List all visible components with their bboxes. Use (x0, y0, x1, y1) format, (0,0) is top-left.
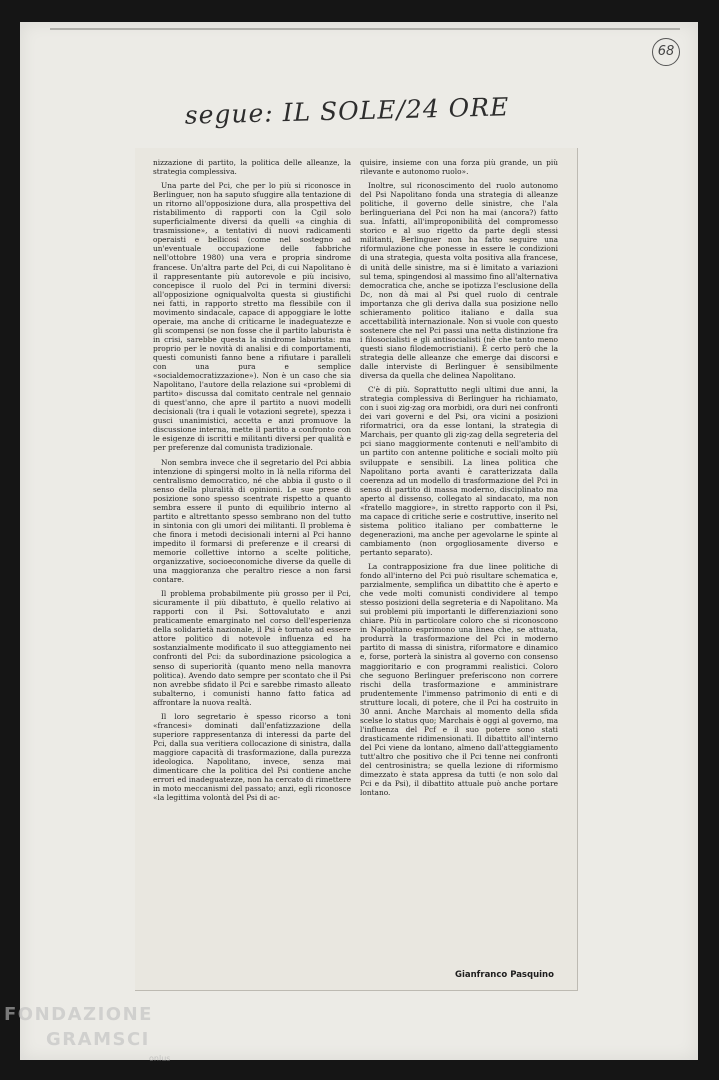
article-paragraph: La contrapposizione fra due linee politiche di fondo all'interno del Pci può risultare schematica e, parzialmente, semplifica un dibattito che è aperto e che vede molti comunisti condividere al tempo stesso posizioni della segreteria e di Napolitano. Ma sui problemi più importanti le differenziazioni sono chiare. Più in particolare coloro che si riconoscono in Napolitano esprimono una linea che, se attuata, produrrà la trasformazione del Pci in moderno partito di massa di sinistra, riformatore e dinamico e, forse, porterà la sinistra al governo con consenso maggioritario e con programmi realistici. Coloro che seguono Berlinguer preferiscono non correre rischi della trasformazione e amministrare prudentemente l'immenso patrimonio di enti e di strutture locali, di potere, che il Pci ha costruito in 30 anni. Anche Marchais al momento della sfida scelse lo status quo; Marchais è oggi al governo, ma l'influenza del Pcf e il suo potere sono stati drasticamente ridimensionati. Il dibattito all'interno del Pci viene da lontano, almeno dall'atteggiamento tutt'altro che positivo che il Pci tenne nei confronti del centrosinistra; se quella lezione di riformismo dimezzato è stata appresa da tutti (e non solo dal Pci e da Psi), il dibattito attuale può anche portare lontano. (360, 562, 558, 798)
article-paragraph: nizzazione di partito, la politica delle alleanze, la strategia complessiva. (153, 158, 351, 177)
article-paragraph: Inoltre, sul riconoscimento del ruolo autonomo del Psi Napolitano fonda una strategia di alleanze politiche, il governo delle sinistre, che l'ala berlingueriana del Pci non ha mai (ancora?) fatto sua. Infatti, all'improponibilità del compromesso storico e al suo rigetto da parte degli stessi militanti, Berlinguer non ha fatto seguire una riformulazione che ponesse in essere le condizioni di una strategia, questa volta positiva alla francese, di unità delle sinistre, ma si è limitato a variazioni sul tema, spingendosi al massimo fino all'alternativa democratica che, anche se ipotizza l'esclusione della Dc, non dà mai al Psi quel ruolo di centrale importanza che gli deriva dalla sua posizione nello schieramento politico italiano e dalla sua accettabilità internazionale. Non si vuole con questo sostenere che nel Pci passi una netta distinzione fra i filosocialisti e gli antisocialisti (nè che tanto meno questi siano filodemocristiani). È certo però che la strategia delle alleanze che emerge dai discorsi e dalle interviste di Berlinguer è sensibilmente diversa da quella che delinea Napolitano. (360, 181, 558, 381)
article-paragraph: Non sembra invece che il segretario del Pci abbia intenzione di spingersi molto in là nella riforma del centralismo democratico, né che abbia il gusto o il senso della pluralità di opinioni. Le sue prese di posizione sono spesso scentrate rispetto a quanto sembra essere il punto di equilibrio interno al partito e altrettanto spesso sembrano non del tutto in sintonia con gli umori dei militanti. Il problema è che finora i metodi decisionali interni al Pci hanno impedito il formarsi di preferenze e il crearsi di memorie collettive intorno a scelte politiche, organizzative, socioeconomiche diverse da quelle di una maggioranza che peraltro riesce a non farsi contare. (153, 457, 351, 585)
page-number: 68 (652, 38, 680, 66)
article-paragraph: quisire, insieme con una forza più grande, un più rilevante e autonomo ruolo». (360, 158, 558, 177)
archive-watermark (4, 1004, 171, 1063)
watermark-line2: GRAMSCI (46, 1029, 150, 1050)
article-paragraph: Una parte del Pci, che per lo più si riconosce in Berlinguer, non ha saputo sfuggire alla tentazione di un ritorno all'opposizione dura, alla prospettiva del ristabilimento di rapporti con la Cgil solo superficialmente diversi da quelli «a cinghia di trasmissione», a tentativi di nuovi radicamenti operaisti e bellicosi (come nel sostegno ad un'eventuale occupazione delle fabbriche nell'ottobre 1980) una vera e propria sindrome francese. Un'altra parte del Pci, di cui Napolitano è il rappresentante più autorevole e più incisivo, concepisce il ruolo del Pci in termini diversi: all'opposizione ogniqualvolta questa si giustifichi nei fatti, in rapporto stretto ma flessibile con il movimento sindacale, capace di appoggiare le lotte operaie, ma anche di criticarne le inadeguatezze e gli scompensi (se non fosse che il partito laburista è in crisi, sarebbe questa la sindrome laburista: ma proprio per le novità di analisi e di comportamenti, questi comunisti fanno bene a rifiutare i paralleli con una pura e semplice «socialdemocratizzazione»). Non è un caso che sia Napolitano, l'autore della relazione sui «problemi di partito» discussa dal comitato centrale nel gennaio di quest'anno, che apre il partito a nuovi modelli decisionali (tra i quali le votazioni segrete), spezza i gusci unanimistici, accetta e anzi promuove la discussione interna, mette il partito a confronto con le esigenze di iscritti e militanti diversi per qualità e per preferenze dal comunista tradizionale. (153, 181, 351, 453)
article-paragraph: Il problema probabilmente più grosso per il Pci, sicuramente il più dibattuto, è quello relativo ai rapporti con il Psi. Sottovalutato e anzi praticamente emarginato nel corso dell'esperienza della solidarietà nazionale, il Psi è tornato ad essere attore politico di notevole influenza ed ha sostanzialmente modificato il suo atteggiamento nei confronti del Pci: da subordinazione psicologica a senso di superiorità (quanto meno nella manovra politica). Avendo dato sempre per scontato che il Psi non avrebbe sfidato il Pci e sarebbe rimasto alleato subalterno, i comunisti hanno fatto fatica ad affrontare la nuova realtà. (153, 589, 351, 707)
article-left-column (153, 158, 351, 978)
watermark-line1: FONDAZIONE (4, 1004, 153, 1025)
article-author: Gianfranco Pasquino (455, 970, 554, 980)
newspaper-clipping (135, 148, 578, 991)
article-paragraph: Il loro segretario è spesso ricorso a toni «francesi» dominati dall'enfatizzazione della superiore rappresentanza di interessi da parte del Pci, dalla sua veritiera collocazione di sinistra, dalla maggiore capacità di trasformazione, dalla purezza ideologica. Napolitano, invece, senza mai dimenticare che la politica del Psi contiene anche errori ed inadeguatezze, non ha cercato di rimettere in moto meccanismi del passato; anzi, egli riconosce «la legittima volontà del Psi di ac- (153, 711, 351, 803)
article-right-column (360, 158, 558, 928)
handwritten-note: segue: IL SOLE/24 ORE (184, 92, 510, 130)
article-paragraph: C'è di più. Soprattutto negli ultimi due anni, la strategia complessiva di Berlinguer ha richiamato, con i suoi zig-zag ora morbidi, ora duri nei confronti dei vari governi e del Psi, ora vicini a posizioni riformatrici, ora da esse lontani, la strategia di Marchais, per quanto gli zig-zag della segreteria del pci siano maggiormente contenuti e nell'ambito di un partito con antenne politiche e sociali molto più sviluppate e sensibili. La linea politica che Napolitano porta avanti è caratterizzata dalla coerenza ad un modello di trasformazione del Pci in senso di partito di massa moderno, disciplinato ma aperto al dissenso, collegato al sindacato, ma non «fratello maggiore», in stretto rapporto con il Psi, ma capace di critiche serie e costruttive, inserito nel sistema politico italiano per combatterne le degenerazioni, ma anche per agevolarne le spinte al cambiamento (non orgogliosamente diverso e pertanto separato). (360, 385, 558, 557)
watermark-small: onlus (149, 1054, 171, 1063)
sheet-top-line (50, 28, 680, 30)
